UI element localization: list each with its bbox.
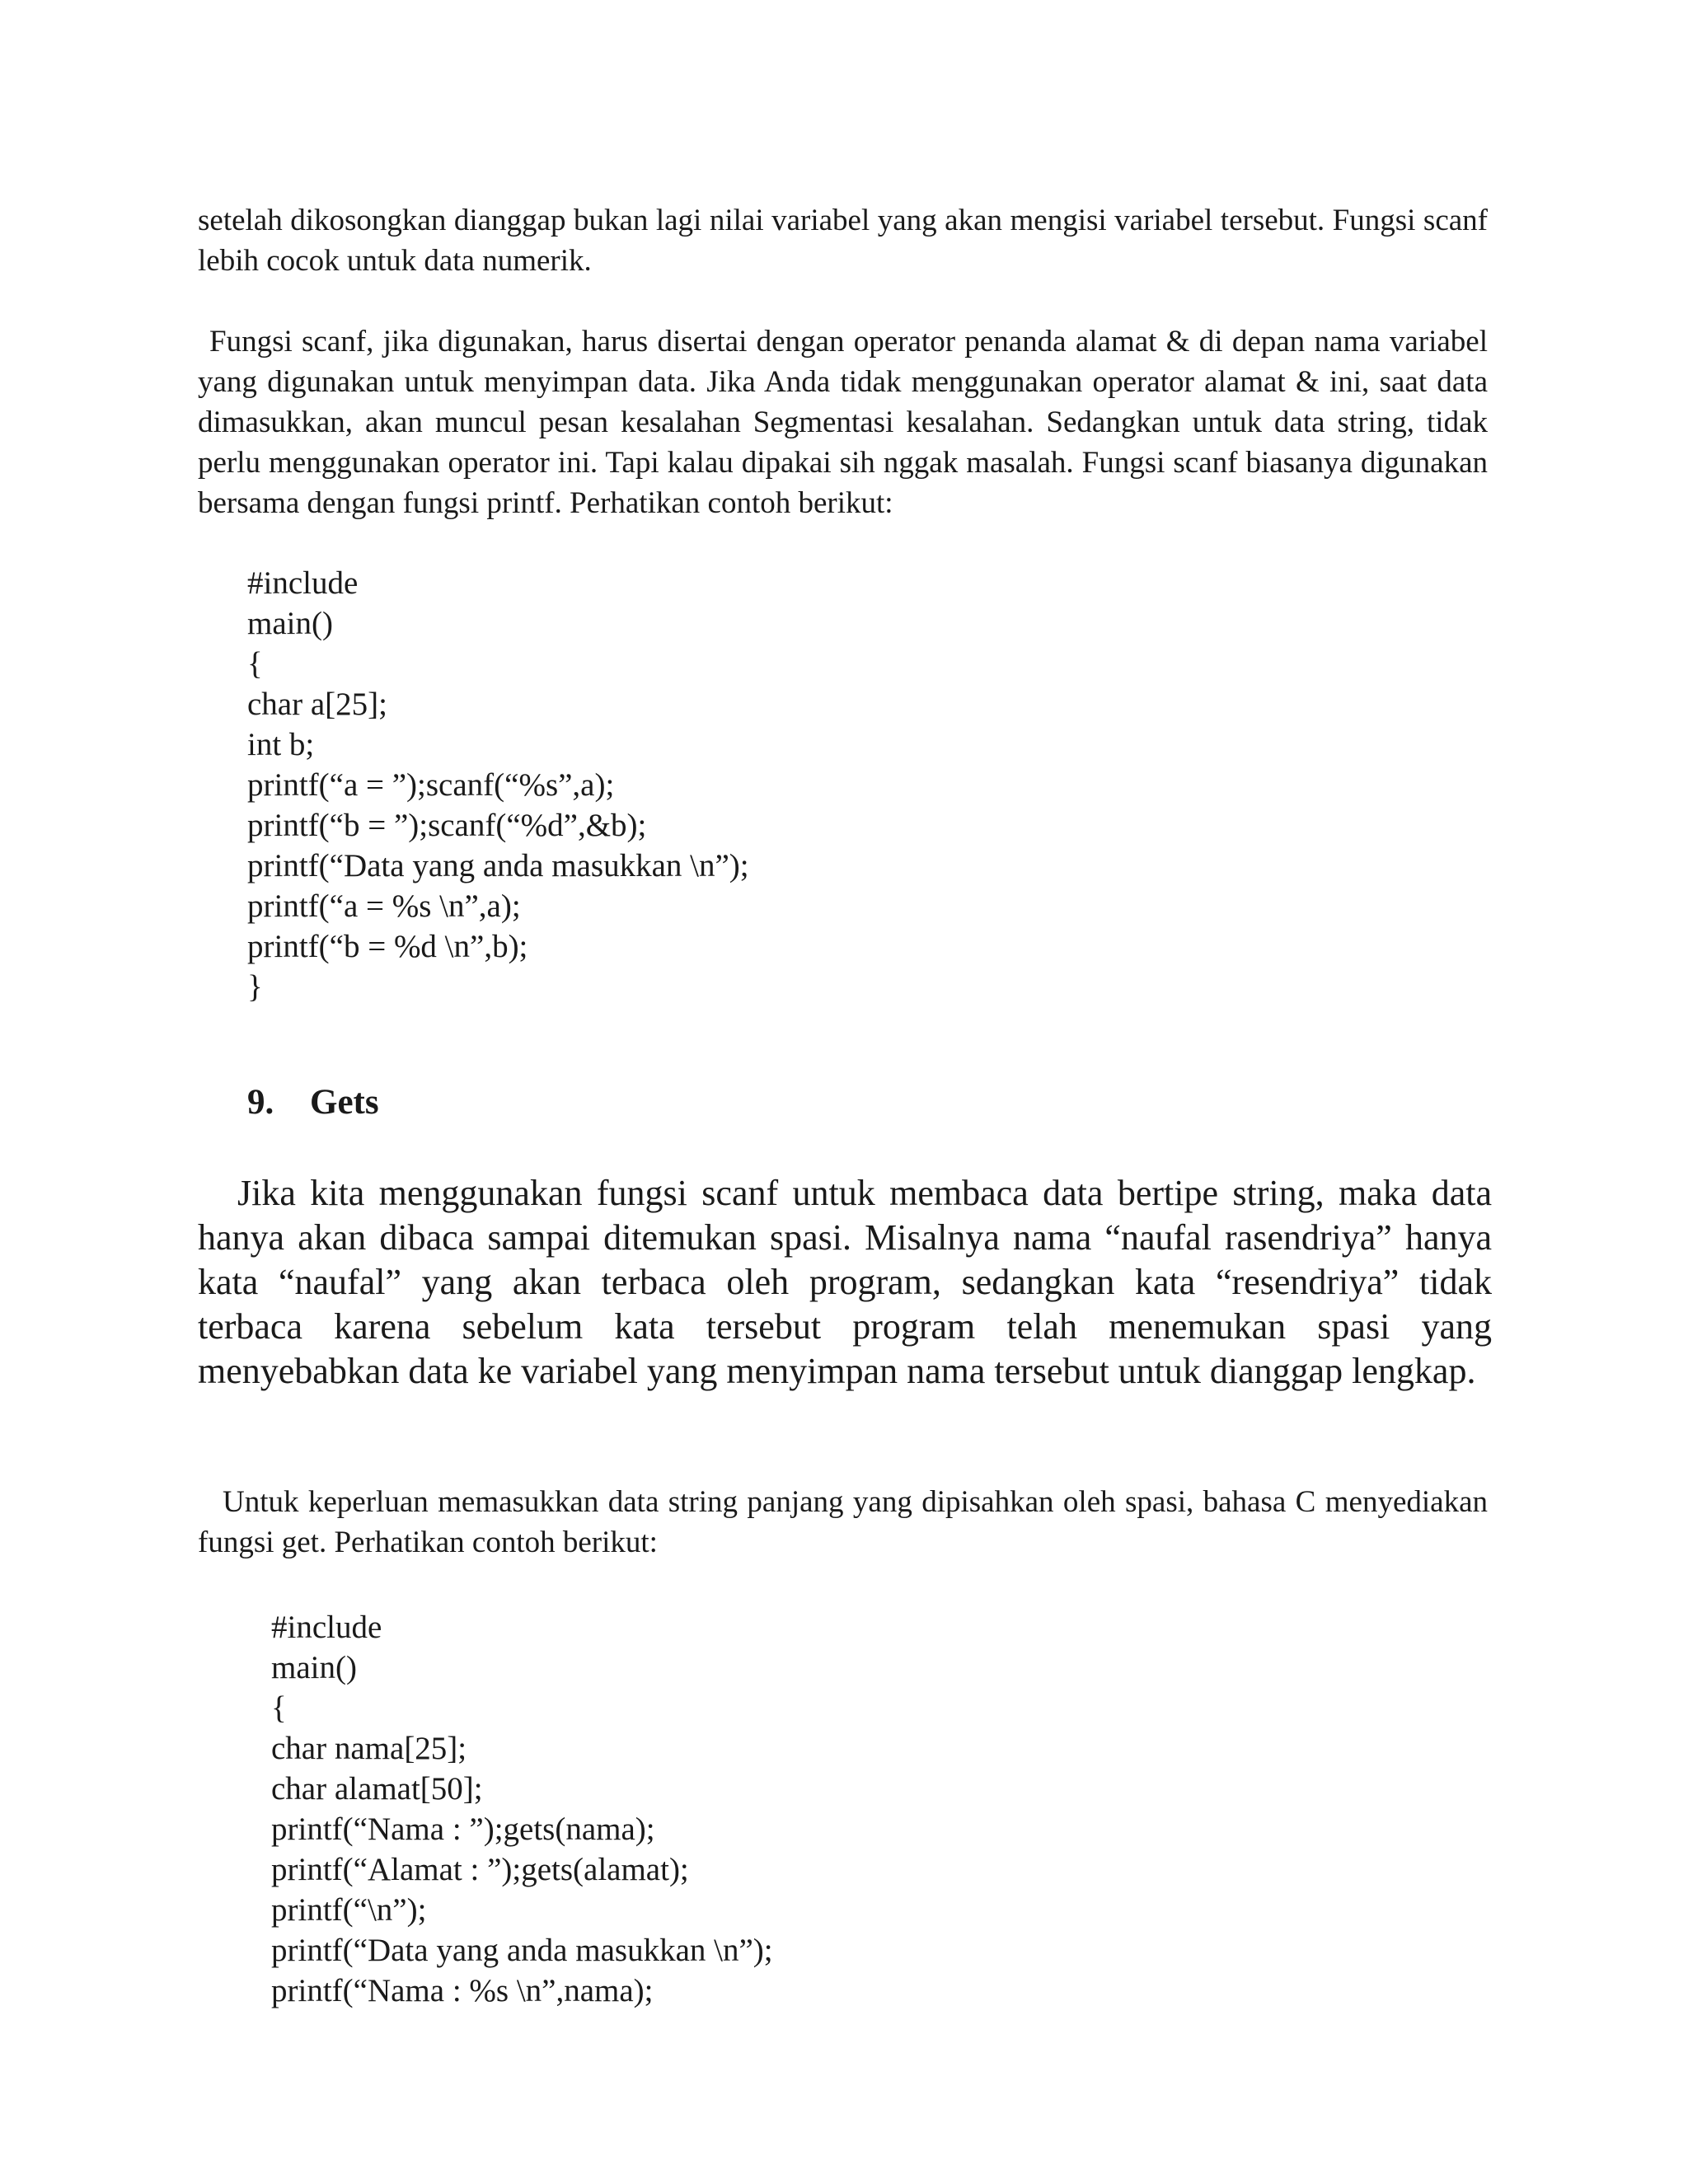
code-line: printf(“Alamat : ”);gets(alamat); <box>271 1852 689 1887</box>
code-line: printf(“Nama : %s \n”,nama); <box>271 1973 654 2008</box>
paragraph-scanf-numeric: setelah dikosongkan dianggap bukan lagi nilai variabel yang akan mengisi variabel tersebut. Fungsi scanf lebih cocok untuk data numerik. <box>198 204 1488 278</box>
code-line: char nama[25]; <box>271 1731 467 1766</box>
paragraph-gets-function: Untuk keperluan memasukkan data string panjang yang dipisahkan oleh spasi, bahasa C menyediakan fungsi get. Perhatikan contoh berikut: <box>198 1485 1488 1559</box>
code-line: } <box>247 969 263 1005</box>
code-example-gets <box>271 1607 773 2011</box>
code-line: printf(“\n”); <box>271 1892 427 1928</box>
code-line: main() <box>271 1650 357 1685</box>
paragraph-scanf-address-operator: Fungsi scanf, jika digunakan, harus disertai dengan operator penanda alamat & di depan nama variabel yang digunakan untuk menyimpan data. Jika Anda tidak menggunakan operator alamat & ini, saat data dimasukkan, akan muncul pesan kesalahan Segmentasi kesalahan. Sedangkan untuk data string, tidak perlu menggunakan operator ini. Tapi kalau dipakai sih nggak masalah. Fungsi scanf biasanya digunakan bersama dengan fungsi printf. Perhatikan contoh berikut: <box>198 325 1488 520</box>
paragraph-gets-intro: Jika kita menggunakan fungsi scanf untuk membaca data bertipe string, maka data hanya akan dibaca sampai ditemukan spasi. Misalnya nama “naufal rasendriya” hanya kata “naufal” yang akan terbaca oleh program, sedangkan kata “resendriya” tidak terbaca karena sebelum kata tersebut program telah menemukan spasi yang menyebabkan data ke variabel yang menyimpan nama tersebut untuk dianggap lengkap. <box>198 1173 1492 1391</box>
code-line: char alamat[50]; <box>271 1771 483 1807</box>
code-line: { <box>271 1690 287 1726</box>
code-line: printf(“b = ”);scanf(“%d”,&b); <box>247 808 647 843</box>
code-line: printf(“Nama : ”);gets(nama); <box>271 1811 655 1847</box>
code-line: printf(“Data yang anda masukkan \n”); <box>271 1933 773 1968</box>
section-number: 9. <box>247 1083 274 1122</box>
code-example-scanf <box>247 563 749 1007</box>
section-heading-gets <box>247 1081 379 1124</box>
code-line: #include <box>271 1610 382 1645</box>
code-line: printf(“b = %d \n”,b); <box>247 929 528 964</box>
code-line: printf(“a = ”);scanf(“%s”,a); <box>247 767 615 803</box>
code-line: printf(“Data yang anda masukkan \n”); <box>247 848 749 883</box>
section-title: Gets <box>310 1083 379 1122</box>
code-line: { <box>247 646 263 682</box>
code-line: #include <box>247 565 359 601</box>
code-line: char a[25]; <box>247 687 387 722</box>
code-line: printf(“a = %s \n”,a); <box>247 888 521 924</box>
code-line: main() <box>247 606 333 641</box>
code-line: int b; <box>247 727 315 762</box>
